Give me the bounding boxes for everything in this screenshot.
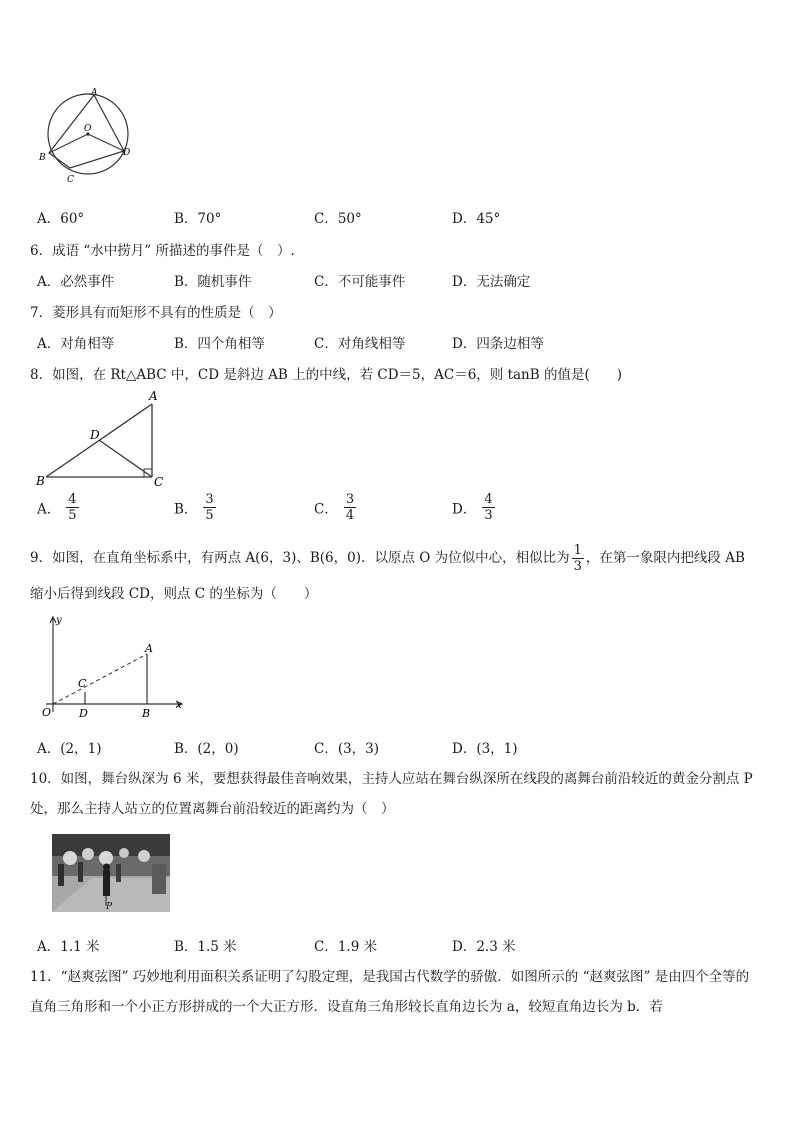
q10-options (37, 935, 757, 955)
q8-stem: 8．如图，在 Rt△ABC 中，CD 是斜边 AB 上的中线，若 CD＝5，AC＝6，则 tanB 的值是( ) (30, 367, 622, 383)
q6-option-c[interactable]: C．不可能事件 (314, 274, 406, 290)
q5-option-c[interactable]: C．50° (314, 211, 362, 227)
q8-option-b-prefix: B． (174, 501, 198, 518)
q8-option-c[interactable] (314, 492, 356, 523)
q6-option-a[interactable]: A．必然事件 (37, 274, 115, 290)
q8-option-b[interactable] (174, 492, 216, 523)
ratio-fraction (572, 543, 584, 574)
label-B: B (142, 707, 151, 720)
stage-photo (52, 834, 170, 912)
label-C: C (78, 677, 87, 690)
q6-stem: 6．成语 “水中捞月” 所描述的事件是（ ）. (30, 243, 295, 259)
q10-option-b[interactable]: B．1.5 米 (174, 939, 237, 955)
segment-oa-dashed (53, 654, 147, 704)
label-B: B (36, 474, 45, 488)
denominator: 4 (345, 508, 355, 523)
label-O: O (84, 124, 92, 134)
denominator: 5 (68, 508, 77, 523)
q10-stem: 10．如图，舞台纵深为 6 米，要想获得最佳音响效果，主持人应站在舞台纵深所在线段的离舞台前沿较近的黄金分割点 P 处，那么主持人站立的位置离舞台前沿较近的距离约为（ ） (30, 771, 753, 817)
q8-option-d-prefix: D． (452, 501, 477, 518)
triangle-figure (32, 388, 172, 490)
label-D: D (123, 148, 131, 158)
q8-option-d[interactable] (452, 492, 495, 523)
label-B: B (39, 153, 46, 163)
label-O: O (42, 706, 52, 719)
point-p-label: P (106, 902, 113, 912)
q8-option-a[interactable] (37, 492, 79, 523)
q6-option-d[interactable]: D．无法确定 (452, 274, 531, 290)
q7-stem: 7．菱形具有而矩形不具有的性质是（ ） (30, 305, 282, 321)
label-A: A (145, 642, 153, 655)
numerator: 3 (345, 492, 355, 507)
q5-options (37, 207, 757, 227)
q11-stem: 11．“赵爽弦图” 巧妙地利用面积关系证明了勾股定理，是我国古代数学的骄傲．如图所示的 “赵爽弦图” 是由四个全等的直角三角形和一个小正方形拼成的一个大正方形．设直角三角形较长直角边长为 a，较短直角边长为 b．若 (30, 969, 750, 1015)
q9-stem-part2: ，在第一象限内把线段 AB (585, 550, 745, 566)
q8-options (37, 492, 757, 534)
coordinate-figure (38, 612, 188, 722)
radius-ob (49, 134, 88, 153)
q8-option-a-prefix: A． (37, 501, 61, 518)
radius-od (88, 134, 124, 151)
q7-option-c[interactable]: C．对角线相等 (314, 336, 406, 352)
q7-options (37, 332, 757, 352)
numerator: 1 (573, 543, 582, 558)
q7-option-d[interactable]: D．四条边相等 (452, 336, 544, 352)
q5-option-b[interactable]: B．70° (174, 211, 222, 227)
circle-figure (36, 88, 140, 186)
q6-options (37, 270, 757, 290)
q9-stem (30, 538, 745, 578)
q8-option-c-fraction (344, 492, 356, 523)
q9-option-d[interactable]: D．(3，1) (452, 741, 518, 757)
q5-option-d[interactable]: D．45° (452, 211, 501, 227)
q8-option-c-prefix: C． (314, 501, 338, 518)
q8-option-a-fraction (66, 492, 78, 523)
label-D: D (79, 707, 88, 720)
label-C: C (154, 475, 164, 489)
numerator: 3 (205, 492, 214, 507)
label-A: A (149, 389, 158, 403)
q9-stem-line2: 缩小后得到线段 CD，则点 C 的坐标为（ ） (30, 586, 318, 602)
q9-option-a[interactable]: A．(2，1) (37, 741, 102, 757)
stage-photo-image (52, 834, 170, 912)
q10-option-d[interactable]: D．2.3 米 (452, 939, 516, 955)
q9-options (37, 737, 757, 757)
q9-option-b[interactable]: B．(2，0) (174, 741, 239, 757)
denominator: 3 (484, 508, 493, 523)
label-C: C (67, 175, 74, 185)
q9-stem-part1: 9．如图，在直角坐标系中，有两点 A(6，3)、B(6，0)．以原点 O 为位似中心，相似比为 (30, 550, 570, 566)
q5-option-a[interactable]: A．60° (37, 211, 85, 227)
q9-option-c[interactable]: C．(3，3) (314, 741, 380, 757)
label-D: D (90, 428, 100, 442)
q7-option-a[interactable]: A．对角相等 (37, 336, 115, 352)
label-x: x (176, 700, 182, 711)
label-A: A (91, 88, 98, 98)
q10-option-c[interactable]: C．1.9 米 (314, 939, 378, 955)
numerator: 4 (484, 492, 493, 507)
q6-option-b[interactable]: B．随机事件 (174, 274, 252, 290)
denominator: 5 (205, 508, 214, 523)
numerator: 4 (68, 492, 77, 507)
q10-option-a[interactable]: A．1.1 米 (37, 939, 100, 955)
label-y: y (56, 615, 62, 626)
q8-option-d-fraction (482, 492, 494, 523)
q8-option-b-fraction (203, 492, 215, 523)
denominator: 3 (573, 559, 582, 574)
q7-option-b[interactable]: B．四个角相等 (174, 336, 265, 352)
